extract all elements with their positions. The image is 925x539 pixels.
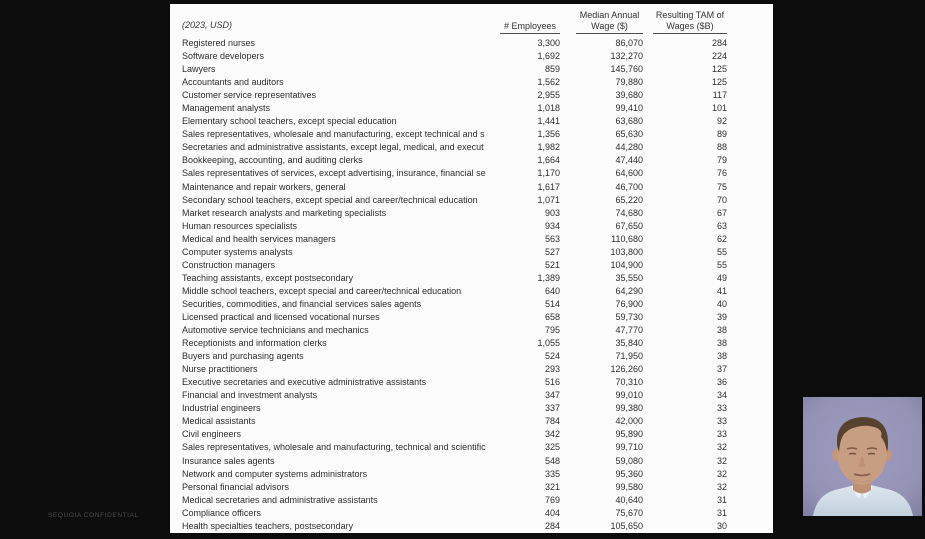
- employees-cell: 284: [544, 520, 560, 531]
- presenter-portrait: [803, 397, 922, 516]
- employees-cell: 784: [544, 416, 560, 427]
- column-header-employees: [500, 21, 560, 35]
- table-row: [170, 233, 773, 246]
- tam-cell: 32: [716, 481, 727, 492]
- occupation-cell: Registered nurses: [182, 38, 256, 48]
- occupation-cell: Maintenance and repair workers, general: [182, 181, 346, 192]
- tam-cell: 55: [716, 246, 727, 257]
- employees-cell: 769: [544, 494, 560, 505]
- table-row: [170, 311, 773, 324]
- table-row: [170, 194, 773, 207]
- employees-cell: 1,018: [537, 103, 560, 114]
- median-wage-cell: 70,310: [615, 377, 643, 388]
- tam-cell: 55: [716, 259, 727, 270]
- column-header-tam-line1: Resulting TAM of: [655, 10, 725, 20]
- occupation-cell: Buyers and purchasing agents: [182, 351, 304, 362]
- table-row: [170, 324, 773, 337]
- tam-cell: 284: [711, 38, 727, 48]
- table-row: [170, 337, 773, 350]
- column-header-employees-label: # Employees: [503, 20, 557, 31]
- median-wage-cell: 103,800: [610, 246, 643, 257]
- median-wage-cell: 99,710: [615, 442, 643, 453]
- median-wage-cell: 64,290: [615, 285, 643, 296]
- occupation-cell: Market research analysts and marketing specialists: [182, 207, 387, 218]
- occupation-cell: Middle school teachers, except special and career/technical education: [182, 285, 462, 296]
- tam-cell: 92: [716, 116, 727, 127]
- occupation-cell: Automotive service technicians and mechanics: [182, 325, 369, 336]
- occupation-cell: Management analysts: [182, 103, 271, 114]
- tam-cell: 31: [716, 507, 727, 518]
- tam-cell: 79: [716, 155, 727, 166]
- median-wage-cell: 42,000: [615, 416, 643, 427]
- slide-panel: [170, 4, 773, 533]
- occupation-cell: Sales representatives, wholesale and manufacturing, technical and scientific: [182, 442, 486, 453]
- employees-cell: 404: [544, 507, 560, 518]
- tam-cell: 31: [716, 494, 727, 505]
- median-wage-cell: 99,580: [615, 481, 643, 492]
- table-row: [170, 37, 773, 50]
- tam-cell: 67: [716, 207, 727, 218]
- table-row: [170, 181, 773, 194]
- median-wage-cell: 44,280: [615, 142, 643, 153]
- median-wage-cell: 104,900: [610, 259, 643, 270]
- occupation-cell: Bookkeeping, accounting, and auditing clerks: [182, 155, 363, 166]
- median-wage-cell: 99,410: [615, 103, 643, 114]
- occupation-cell: Financial and investment analysts: [182, 390, 318, 401]
- occupation-cell: Insurance sales agents: [182, 455, 275, 466]
- median-wage-cell: 99,380: [615, 403, 643, 414]
- occupation-cell: Lawyers: [182, 64, 216, 75]
- median-wage-cell: 95,360: [615, 468, 643, 479]
- occupation-cell: Receptionists and information clerks: [182, 338, 327, 349]
- table-row: [170, 115, 773, 128]
- tam-cell: 36: [716, 377, 727, 388]
- table-row: [170, 455, 773, 468]
- occupation-cell: Medical and health services managers: [182, 233, 336, 244]
- tam-cell: 37: [716, 364, 727, 375]
- tam-cell: 125: [711, 64, 727, 75]
- tam-cell: 40: [716, 298, 727, 309]
- table-row: [170, 167, 773, 180]
- employees-cell: 1,356: [537, 129, 560, 140]
- occupation-cell: Computer systems analysts: [182, 246, 293, 257]
- median-wage-cell: 95,890: [615, 429, 643, 440]
- tam-cell: 33: [716, 416, 727, 427]
- employees-cell: 293: [544, 364, 560, 375]
- table-row: [170, 285, 773, 298]
- median-wage-cell: 76,900: [615, 298, 643, 309]
- column-header-tam: [643, 10, 727, 34]
- tam-cell: 33: [716, 403, 727, 414]
- table-row: [170, 389, 773, 402]
- median-wage-cell: 71,950: [615, 351, 643, 362]
- employees-cell: 335: [544, 468, 560, 479]
- employees-cell: 3,300: [537, 38, 560, 48]
- median-wage-cell: 59,730: [615, 311, 643, 322]
- tam-cell: 32: [716, 442, 727, 453]
- employees-cell: 1,441: [537, 116, 560, 127]
- occupation-cell: Secondary school teachers, except special and career/technical education: [182, 194, 478, 205]
- median-wage-cell: 46,700: [615, 181, 643, 192]
- occupation-cell: Network and computer systems administrators: [182, 468, 368, 479]
- occupation-wages-table: [170, 37, 773, 533]
- tam-cell: 38: [716, 351, 727, 362]
- occupation-cell: Health specialties teachers, postsecondary: [182, 520, 354, 531]
- table-row: [170, 102, 773, 115]
- table-row: [170, 298, 773, 311]
- median-wage-cell: 40,640: [615, 494, 643, 505]
- table-row: [170, 89, 773, 102]
- occupation-cell: Sales representatives, wholesale and manufacturing, except technical and s: [182, 129, 485, 140]
- employees-cell: 2,955: [537, 90, 560, 101]
- webcam-overlay: [803, 397, 922, 516]
- median-wage-cell: 64,600: [615, 168, 643, 179]
- employees-cell: 1,692: [537, 51, 560, 62]
- tam-cell: 38: [716, 325, 727, 336]
- employees-cell: 548: [544, 455, 560, 466]
- table-row: [170, 468, 773, 481]
- median-wage-cell: 79,880: [615, 77, 643, 88]
- employees-cell: 342: [544, 429, 560, 440]
- tam-cell: 49: [716, 272, 727, 283]
- tam-cell: 70: [716, 194, 727, 205]
- employees-cell: 1,389: [537, 272, 560, 283]
- employees-cell: 325: [544, 442, 560, 453]
- median-wage-cell: 126,260: [610, 364, 643, 375]
- median-wage-cell: 86,070: [615, 38, 643, 48]
- table-row: [170, 481, 773, 494]
- tam-cell: 117: [712, 90, 727, 101]
- occupation-cell: Accountants and auditors: [182, 77, 284, 88]
- employees-cell: 859: [544, 64, 560, 75]
- table-row: [170, 128, 773, 141]
- table-row: [170, 376, 773, 389]
- median-wage-cell: 67,650: [615, 220, 643, 231]
- column-header-wage-line2: Wage ($): [591, 20, 628, 31]
- table-row: [170, 415, 773, 428]
- employees-cell: 1,562: [537, 77, 560, 88]
- table-row: [170, 141, 773, 154]
- median-wage-cell: 47,770: [615, 325, 643, 336]
- table-row: [170, 246, 773, 259]
- occupation-cell: Industrial engineers: [182, 403, 261, 414]
- employees-cell: 903: [544, 207, 560, 218]
- occupation-cell: Medical assistants: [182, 416, 256, 427]
- column-header-median-wage: [560, 10, 643, 34]
- median-wage-cell: 59,080: [615, 455, 643, 466]
- table-row: [170, 507, 773, 520]
- occupation-cell: Licensed practical and licensed vocational nurses: [182, 311, 380, 322]
- employees-cell: 658: [544, 311, 560, 322]
- tam-cell: 32: [716, 455, 727, 466]
- table-header: [170, 4, 773, 34]
- table-row: [170, 207, 773, 220]
- employees-cell: 934: [544, 220, 560, 231]
- employees-cell: 516: [544, 377, 560, 388]
- occupation-cell: Medical secretaries and administrative assistants: [182, 494, 378, 505]
- median-wage-cell: 39,680: [615, 90, 643, 101]
- employees-cell: 527: [544, 246, 560, 257]
- table-row: [170, 272, 773, 285]
- employees-cell: 1,664: [537, 155, 560, 166]
- employees-cell: 521: [544, 259, 560, 270]
- column-header-tam-line2: Wages ($B): [666, 20, 714, 31]
- occupation-cell: Software developers: [182, 51, 265, 62]
- employees-cell: 337: [544, 403, 560, 414]
- tam-cell: 30: [716, 520, 727, 531]
- tam-cell: 39: [716, 311, 727, 322]
- table-row: [170, 259, 773, 272]
- table-row: [170, 402, 773, 415]
- tam-cell: 63: [716, 220, 727, 231]
- occupation-cell: Securities, commodities, and financial services sales agents: [182, 298, 422, 309]
- employees-cell: 640: [544, 285, 560, 296]
- table-row: [170, 363, 773, 376]
- employees-cell: 795: [544, 325, 560, 336]
- median-wage-cell: 47,440: [615, 155, 643, 166]
- employees-cell: 321: [544, 481, 560, 492]
- tam-cell: 33: [716, 429, 727, 440]
- median-wage-cell: 35,840: [615, 338, 643, 349]
- median-wage-cell: 35,550: [615, 272, 643, 283]
- column-header-wage-line1: Median Annual: [579, 10, 640, 20]
- median-wage-cell: 65,630: [615, 129, 643, 140]
- occupation-cell: Customer service representatives: [182, 90, 317, 101]
- occupation-cell: Human resources specialists: [182, 220, 298, 231]
- employees-cell: 347: [544, 390, 560, 401]
- occupation-cell: Teaching assistants, except postsecondary: [182, 272, 354, 283]
- employees-cell: 1,055: [537, 338, 560, 349]
- tam-cell: 76: [716, 168, 727, 179]
- median-wage-cell: 132,270: [610, 51, 643, 62]
- tam-cell: 41: [716, 285, 727, 296]
- occupation-cell: Sales representatives of services, except advertising, insurance, financial se: [182, 168, 486, 179]
- tam-cell: 101: [711, 103, 727, 114]
- tam-cell: 34: [716, 390, 727, 401]
- table-row: [170, 50, 773, 63]
- tam-cell: 62: [716, 233, 727, 244]
- table-row: [170, 428, 773, 441]
- employees-cell: 1,071: [537, 194, 560, 205]
- table-subtitle: (2023, USD): [182, 20, 233, 30]
- median-wage-cell: 110,680: [611, 233, 643, 244]
- employees-cell: 524: [544, 351, 560, 362]
- tam-cell: 88: [716, 142, 727, 153]
- confidential-watermark: SEQUOIA CONFIDENTIAL: [48, 512, 139, 519]
- table-row: [170, 63, 773, 76]
- median-wage-cell: 63,680: [615, 116, 643, 127]
- occupation-cell: Executive secretaries and executive administrative assistants: [182, 377, 427, 388]
- occupation-cell: Civil engineers: [182, 429, 242, 440]
- tam-cell: 89: [716, 129, 727, 140]
- employees-cell: 1,170: [537, 168, 560, 179]
- table-row: [170, 441, 773, 454]
- tam-cell: 125: [711, 77, 727, 88]
- table-row: [170, 494, 773, 507]
- tam-cell: 224: [711, 51, 727, 62]
- tam-cell: 32: [716, 468, 727, 479]
- occupation-cell: Construction managers: [182, 259, 276, 270]
- occupation-cell: Compliance officers: [182, 507, 261, 518]
- employees-cell: 514: [544, 298, 560, 309]
- median-wage-cell: 75,670: [615, 507, 643, 518]
- table-row: [170, 520, 773, 533]
- occupation-cell: Elementary school teachers, except special education: [182, 116, 397, 127]
- occupation-cell: Personal financial advisors: [182, 481, 290, 492]
- table-row: [170, 220, 773, 233]
- occupation-cell: Secretaries and administrative assistants, except legal, medical, and execut: [182, 142, 484, 153]
- median-wage-cell: 74,680: [615, 207, 643, 218]
- tam-cell: 75: [716, 181, 727, 192]
- table-row: [170, 154, 773, 167]
- table-row: [170, 350, 773, 363]
- employees-cell: 563: [544, 233, 560, 244]
- table-row: [170, 76, 773, 89]
- median-wage-cell: 99,010: [615, 390, 643, 401]
- tam-cell: 38: [716, 338, 727, 349]
- median-wage-cell: 65,220: [615, 194, 643, 205]
- median-wage-cell: 105,650: [610, 520, 643, 531]
- occupation-cell: Nurse practitioners: [182, 364, 258, 375]
- employees-cell: 1,617: [537, 181, 560, 192]
- median-wage-cell: 145,760: [610, 64, 643, 75]
- employees-cell: 1,982: [537, 142, 560, 153]
